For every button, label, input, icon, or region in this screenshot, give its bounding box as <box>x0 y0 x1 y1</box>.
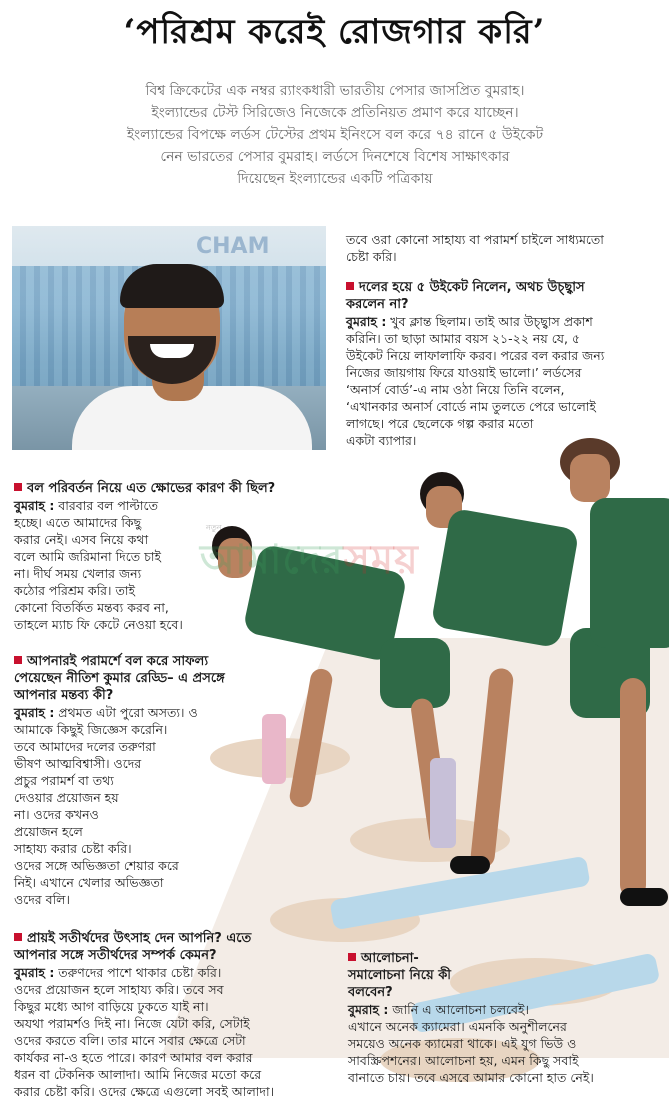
answer-line: না। দীর্ঘ সময় খেলার জন্য <box>14 566 142 581</box>
shoe <box>620 888 668 906</box>
answer-line: ওদের সঙ্গে অভিজ্ঞতা শেয়ার করে <box>14 858 179 873</box>
answer-label: বুমরাহ : <box>14 498 55 513</box>
answer-line: করার চেষ্টা করি। ওদের ক্ষেত্রে এগুলো সবই আলাদা। <box>14 1084 275 1099</box>
answer-line: ‘এখানকার অনার্স বোর্ডে নাম তুলতে পেরে ভালোই <box>346 399 596 414</box>
answer-line: ওদের প্রয়োজন হলে সাহায্য করি। তবে সব <box>14 982 224 997</box>
answer-line: বুমরাহ : তরুণদের পাশে থাকার চেষ্টা করি। <box>14 965 222 980</box>
answer-line: হচ্ছে। এতে আমাদের কিছু <box>14 515 142 530</box>
answer-line: প্রয়োজন হলে <box>14 824 83 839</box>
red-square-icon <box>14 483 22 491</box>
red-square-icon <box>346 282 354 290</box>
intro-paragraph <box>20 80 650 190</box>
answer-line: করার নেই। এসব নিয়ে কথা <box>14 532 149 547</box>
red-square-icon <box>348 953 356 961</box>
question-heading: করলেন না? <box>346 297 409 312</box>
question-heading: পেয়েছেন নীতিশ কুমার রেড্ডি– এ প্রসঙ্গে <box>14 671 225 686</box>
answer-line: আমাকে কিছুই জিজ্ঞেস করেনি। <box>14 722 168 737</box>
answer-line: দেওয়ার প্রয়োজন হয় <box>14 790 119 805</box>
answer-line: কিছুর মধ্যে আগ বাড়িয়ে ঢুকতে যাই না। <box>14 999 209 1014</box>
answer-line: বলে আমি জরিমানা দিতে চাই <box>14 549 161 564</box>
answer-line: তবে আমাদের দলের তরুণরা <box>14 739 156 754</box>
answer-line: ধরন বা টেকনিক আলাদা। আমি নিজের মতো করে <box>14 1067 262 1082</box>
backdrop-text: CHAM <box>196 234 270 259</box>
watermark: আমাদেরসময় <box>200 537 419 583</box>
question-heading: বলবেন? <box>348 985 393 1000</box>
headline: ‘পরিশ্রম করেই রোজগার করি’ <box>123 12 546 52</box>
question-heading: আলোচনা- <box>348 950 648 967</box>
lead-line: তবে ওরা কোনো সাহায্য বা পরামর্শ চাইলে সাধ্যমতো <box>346 232 604 247</box>
bumrah-portrait-photo <box>12 226 326 450</box>
answer-line: উইকেট নিয়ে লাফালাফি করব। পরের বল করার জন্য <box>346 348 605 363</box>
left-column <box>14 480 332 1100</box>
answer-label: বুমরাহ : <box>346 314 387 329</box>
answer-line: বানাতে চায়। তবে এসবে আমার কোনো হাত নেই। <box>348 1070 594 1085</box>
right-column-bottom <box>348 950 648 1086</box>
player-leg <box>620 678 646 898</box>
answer-line: তাহলে ম্যাচ ফি কেটে নেওয়া হবে। <box>14 617 183 632</box>
player-shorts <box>380 638 450 708</box>
intro-line: বিশ্ব ক্রিকেটের এক নম্বর র‍্যাংকধারী ভারতীয় পেসার জাসপ্রিত বুমরাহ। <box>145 83 525 99</box>
answer-label: বুমরাহ : <box>348 1002 389 1017</box>
red-square-icon <box>14 656 22 664</box>
answer-line: বুমরাহ : বারবার বল পাল্টাতে <box>14 498 158 513</box>
intro-line: দিয়েছেন ইংল্যান্ডের একটি পত্রিকায় <box>237 171 433 187</box>
player-face <box>570 454 610 502</box>
answer-line: একটা ব্যাপার। <box>346 433 417 448</box>
lead-line: চেষ্টা করি। <box>346 249 397 264</box>
answer-line: কঠোর পরিশ্রম করি। তাই <box>14 583 136 598</box>
question-heading: বল পরিবর্তন নিয়ে এত ক্ষোভের কারণ কী ছিল? <box>14 480 332 497</box>
intro-line: ইংল্যান্ডের টেস্ট সিরিজেও নিজেকে প্রতিনিয়ত প্রমাণ করে যাচ্ছেন। <box>151 105 519 121</box>
answer-line: এখানে অনেক ক্যামেরা। এমনকি অনুশীলনের <box>348 1019 567 1034</box>
question-heading: প্রায়ই সতীর্থদের উৎসাহ দেন আপনি? এতে <box>14 930 332 947</box>
answer-line: ‘অনার্স বোর্ড’-এ নাম ওঠা নিয়ে তিনি বলেন, <box>346 382 565 397</box>
question-heading: আপনার সঙ্গে সতীর্থদের সম্পর্ক কেমন? <box>14 948 217 963</box>
answer-line: কোনো বিতর্কিত মন্তব্য করব না, <box>14 600 169 615</box>
answer-line: না। ওদের কখনও <box>14 807 99 822</box>
answer-line: সময়েও অনেক ক্যামেরা থাকে। এই যুগ ভিউ ও <box>348 1036 577 1051</box>
right-column-top <box>346 231 656 449</box>
answer-line: কার্যকর না-ও হতে পারে। কারণ আমার বল করার <box>14 1050 253 1065</box>
shoe <box>450 856 490 874</box>
answer-line: বুমরাহ : প্রথমত এটা পুরো অসত্য। ও <box>14 705 198 720</box>
answer-line: সাবস্ক্রিপশনের। আলোচনা হয়, এমন কিছু সবাই <box>348 1053 579 1068</box>
answer-line: নিজের জায়গায় ফিরে যাওয়াই ভালো।’ লর্ডসের <box>346 365 582 380</box>
answer-line: করিনি। তা ছাড়া আমার বয়স ২১-২২ নয় যে, ৫ <box>346 331 581 346</box>
answer-line: ওদের করতে বলি। তার মানে সবার ক্ষেত্রে সেটা <box>14 1033 246 1048</box>
hair <box>120 264 224 308</box>
intro-line: নেন ভারতের পেসার বুমরাহ। লর্ডসে দিনশেষে বিশেষ সাক্ষাৎকার <box>160 149 510 165</box>
player-jersey <box>590 498 669 648</box>
answer-line: বুমরাহ : খুব ক্লান্ত ছিলাম। তাই আর উচ্ছ্বাস প্রকাশ <box>346 314 593 329</box>
answer-line: বুমরাহ : জানি এ আলোচনা চলবেই। <box>348 1002 529 1017</box>
red-square-icon <box>14 933 22 941</box>
answer-label: বুমরাহ : <box>14 705 55 720</box>
answer-line: নিই। এখানে খেলার অভিজ্ঞতা <box>14 875 164 890</box>
watermark-small-text: নতুন <box>206 523 222 532</box>
intro-line: ইংল্যান্ডের বিপক্ষে লর্ডস টেস্টের প্রথম ইনিংসে বল করে ৭৪ রানে ৫ উইকেট <box>126 127 544 143</box>
answer-line: অযথা পরামর্শও দিই না। নিজে যেটা করি, সেটাই <box>14 1016 250 1031</box>
question-heading: সমালোচনা নিয়ে কী <box>348 968 452 983</box>
question-heading: আপনার মন্তব্য কী? <box>14 688 114 703</box>
answer-line: ভীষণ আত্মবিশ্বাসী। ওদের <box>14 756 142 771</box>
answer-line: লাগছে। পরে ছেলেকে গল্প করার মতো <box>346 416 534 431</box>
foam-roller <box>430 758 456 848</box>
question-heading: আপনারই পরামর্শে বল করে সাফল্য <box>14 653 332 670</box>
answer-line: সাহায্য করার চেষ্টা করি। <box>14 841 132 856</box>
answer-line: প্রচুর পরামর্শ বা তথ্য <box>14 773 114 788</box>
question-heading: দলের হয়ে ৫ উইকেট নিলেন, অথচ উচ্ছ্বাস <box>346 279 656 296</box>
answer-label: বুমরাহ : <box>14 965 55 980</box>
answer-line: ওদের বলি। <box>14 892 70 907</box>
